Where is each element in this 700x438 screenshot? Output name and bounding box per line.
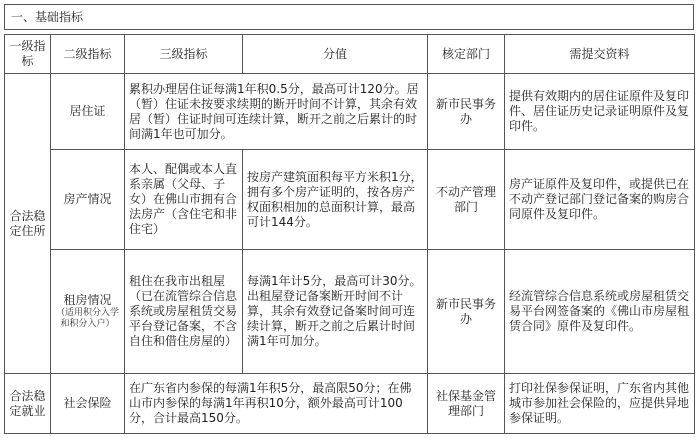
header-level2: 二级指标 <box>51 35 125 74</box>
indicator-table <box>4 34 695 434</box>
docs-residence-permit: 提供有效期内的居住证原件及复印件、居住证历史记录证明原件及复印件。 <box>505 74 695 150</box>
header-level1: 一级指标 <box>5 35 51 74</box>
dept-social-insurance: 社保基金管理部门 <box>428 374 505 434</box>
level2-social-insurance: 社会保险 <box>51 374 125 434</box>
level2-housing: 房产情况 <box>51 150 125 250</box>
header-docs: 需提交资料 <box>505 35 695 74</box>
dept-housing: 不动产管理部门 <box>428 150 505 250</box>
docs-housing: 房产证原件及复印件，或提供已在不动产登记部门登记备案的购房合同原件及复印件。 <box>505 150 695 250</box>
table-row <box>5 74 695 150</box>
score-social-insurance: 在广东省内参保的每满1年积5分，最高限50分；在佛山市内参保的每满1年再积10分，额外最高可计100分，合计最高150分。 <box>125 374 428 434</box>
level2-rental: 租房情况 <box>63 293 112 307</box>
docs-rental: 经流管综合信息系统或房屋租赁交易平台网签备案的《佛山市房屋租赁合同》原件及复印件。 <box>505 250 695 374</box>
table-header-row <box>5 35 695 74</box>
header-dept: 核定部门 <box>428 35 505 74</box>
score-residence-permit: 累积办理居住证每满1年积0.5分，最高可计120分。居（暂）住证未按要求续期的断开时间不计算，其余有效居（暂）住证时间可连续计算，断开之前之后累计的时间满1年也可加分。 <box>125 74 428 150</box>
score-housing: 按房产建筑面积每平方米积1分，拥有多个房产证明的，按各房产权面积相加的总面积计算，最高可计144分。 <box>243 150 428 250</box>
score-rental: 每满1年计5分，最高可计30分。出租屋登记备案断开时间不计算，其余有效登记备案时间可连续计算，断开之前之后累计时间满1年可加分。 <box>243 250 428 374</box>
level3-housing: 本人、配偶或本人直系亲属（父母、子女）在佛山市拥有合法房产（含住宅和非住宅） <box>125 150 243 250</box>
dept-residence-permit: 新市民事务办 <box>428 74 505 150</box>
header-score: 分值 <box>243 35 428 74</box>
table-row <box>5 150 695 250</box>
level2-residence-permit: 居住证 <box>51 74 125 150</box>
group-residence: 合法稳定住所 <box>5 74 51 374</box>
dept-rental: 新市民事务办 <box>428 250 505 374</box>
level2-rental-note: （适用积分入学和积分入户） <box>55 308 119 329</box>
table-row <box>5 250 695 374</box>
header-level3: 三级指标 <box>125 35 243 74</box>
docs-social-insurance: 打印社保参保证明，广东省内其他城市参加社会保险的，应提供异地参保证明。 <box>505 374 695 434</box>
section-title: 一、基础指标 <box>4 4 694 30</box>
level2-rental-cell <box>51 250 125 374</box>
level3-rental: 租住在我市出租屋（已在流管综合信息系统或房屋租赁交易平台登记备案，不含自住和借住房屋的） <box>125 250 243 374</box>
table-row <box>5 374 695 434</box>
group-employment: 合法稳定就业 <box>5 374 51 434</box>
